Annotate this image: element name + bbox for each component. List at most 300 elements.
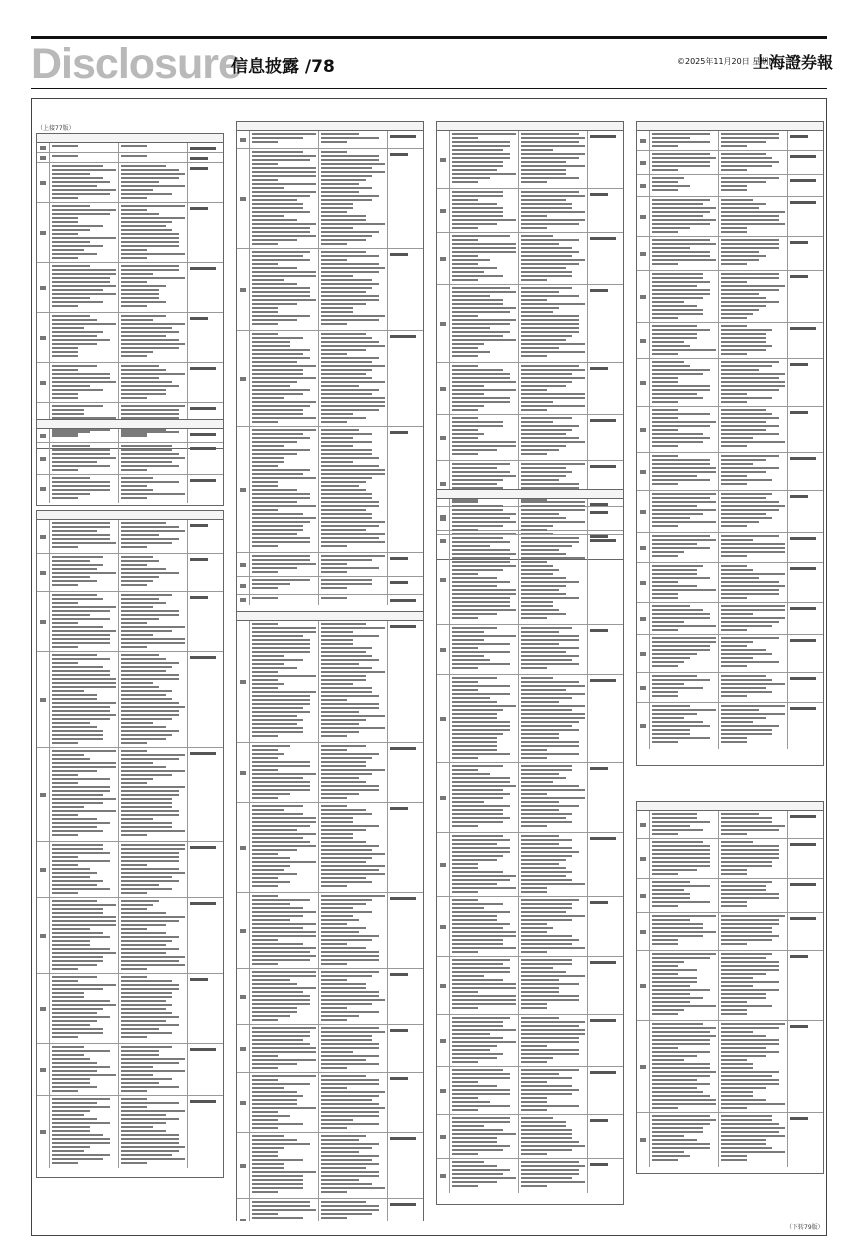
text-line (521, 749, 547, 751)
text-line (452, 609, 516, 611)
text-line (52, 822, 110, 824)
text-line (452, 709, 503, 711)
row-number (440, 648, 446, 652)
revision-basis-cell (588, 625, 623, 674)
text-line (721, 695, 747, 697)
text-line (652, 1067, 710, 1069)
table-row (237, 803, 423, 893)
revised-clause-cell (719, 237, 788, 270)
text-line (452, 389, 516, 391)
text-line (721, 497, 766, 499)
text-line (252, 723, 297, 725)
row-number-cell (37, 203, 50, 262)
text-line (52, 347, 78, 349)
text-line (321, 473, 385, 475)
text-line (452, 1007, 478, 1009)
revised-clause-cell (719, 703, 788, 749)
table-row (437, 189, 623, 233)
text-line (252, 841, 310, 843)
revision-basis-text (190, 367, 216, 370)
revision-basis-text (390, 253, 408, 256)
text-line (321, 987, 366, 989)
text-line (452, 797, 503, 799)
text-line (252, 1123, 303, 1125)
row-number-cell (237, 131, 250, 148)
row-number-cell (437, 363, 450, 414)
text-line (121, 556, 153, 558)
text-line (452, 417, 478, 419)
text-line (721, 1027, 779, 1029)
text-line (521, 693, 585, 695)
text-line (121, 826, 172, 828)
text-line (52, 469, 78, 471)
text-line (452, 663, 510, 665)
text-line (321, 207, 353, 209)
text-line (52, 1012, 97, 1014)
text-line (121, 690, 172, 692)
text-line (721, 547, 785, 549)
text-line (321, 1205, 379, 1207)
text-line (721, 409, 766, 411)
masthead-rule (31, 88, 827, 89)
text-line (521, 855, 572, 857)
text-line (52, 485, 110, 487)
row-number-cell (637, 703, 650, 749)
text-line (252, 631, 316, 633)
text-line (521, 373, 572, 375)
text-line (321, 671, 385, 673)
text-line (52, 315, 90, 317)
text-line (521, 667, 547, 669)
text-line (121, 576, 159, 578)
revision-basis-cell (788, 271, 823, 322)
row-number (40, 1007, 46, 1011)
text-line (652, 517, 690, 519)
text-line (652, 381, 678, 383)
text-line (721, 313, 753, 315)
text-line (252, 1139, 297, 1141)
text-line (652, 885, 710, 887)
text-line (521, 355, 547, 357)
text-line (721, 1063, 753, 1065)
original-clause-cell (450, 535, 519, 624)
text-line (121, 1036, 147, 1038)
text-line (521, 721, 579, 723)
text-line (121, 225, 166, 227)
text-line (252, 235, 316, 237)
row-number-cell (637, 563, 650, 602)
table-row (37, 974, 223, 1044)
text-line (521, 561, 547, 563)
text-line (521, 785, 579, 787)
text-line (121, 409, 179, 411)
text-line (452, 891, 478, 893)
comparison-table (236, 121, 424, 613)
text-line (452, 635, 516, 637)
text-line (521, 689, 566, 691)
text-line (721, 1039, 779, 1041)
text-line (321, 1067, 347, 1069)
text-line (521, 1169, 579, 1171)
row-number (640, 184, 646, 188)
revision-basis-text (590, 629, 608, 632)
text-line (721, 1123, 779, 1125)
text-line (321, 817, 353, 819)
revision-basis-text (390, 135, 416, 138)
text-line (452, 137, 478, 139)
text-line (452, 879, 510, 881)
revision-basis-cell (788, 879, 823, 912)
text-line (252, 1091, 297, 1093)
text-line (521, 899, 579, 901)
revised-clause-cell (119, 443, 188, 474)
revised-clause-cell (319, 427, 388, 552)
text-line (721, 349, 766, 351)
revision-basis-cell (788, 151, 823, 174)
revision-basis-text (590, 961, 616, 964)
text-line (652, 993, 690, 995)
text-line (452, 445, 516, 447)
text-line (52, 237, 116, 239)
row-number-cell (237, 249, 250, 330)
revision-basis-cell (788, 603, 823, 634)
original-clause-cell (50, 652, 119, 747)
row-number-cell (237, 803, 250, 892)
text-line (652, 1031, 710, 1033)
text-line (52, 245, 103, 247)
revised-clause-cell (719, 491, 788, 532)
text-line (452, 907, 484, 909)
text-line (652, 1135, 684, 1137)
text-line (52, 714, 116, 716)
text-line (252, 179, 278, 181)
text-line (52, 900, 97, 902)
text-line (721, 185, 747, 187)
text-line (652, 981, 697, 983)
revised-clause-cell (519, 535, 588, 624)
text-line (252, 995, 310, 997)
text-line (652, 309, 703, 311)
text-line (52, 568, 97, 570)
revision-basis-cell (388, 553, 423, 576)
text-line (521, 401, 553, 403)
text-line (121, 924, 166, 926)
revision-basis-cell (788, 563, 823, 602)
text-line (721, 901, 747, 903)
text-line (452, 737, 497, 739)
text-line (52, 1110, 90, 1112)
original-clause-cell (650, 197, 719, 236)
text-line (652, 539, 716, 541)
text-line (521, 169, 566, 171)
text-line (521, 1069, 579, 1071)
text-line (452, 835, 503, 837)
text-line (52, 1162, 78, 1164)
continued-to-note: （下转79版） (786, 1224, 824, 1231)
text-line (721, 915, 785, 917)
text-line (652, 861, 710, 863)
text-line (321, 639, 353, 641)
revised-clause-cell (719, 839, 788, 878)
text-line (252, 583, 290, 585)
text-line (521, 1105, 579, 1107)
text-line (52, 944, 90, 946)
text-line (721, 873, 747, 875)
text-line (652, 227, 690, 229)
text-line (721, 1023, 785, 1025)
text-line (521, 919, 572, 921)
original-clause-cell (250, 331, 319, 426)
text-line (521, 987, 559, 989)
text-line (521, 867, 566, 869)
text-line (252, 365, 316, 367)
text-line (321, 655, 372, 657)
text-line (321, 841, 366, 843)
text-line (121, 489, 153, 491)
text-line (721, 613, 753, 615)
text-line (52, 225, 103, 227)
revision-basis-text (390, 807, 408, 810)
text-line (321, 449, 372, 451)
text-line (121, 626, 185, 628)
text-line (521, 825, 547, 827)
text-line (121, 213, 159, 215)
revised-clause-cell (519, 233, 588, 284)
text-line (52, 750, 116, 752)
original-clause-cell (250, 621, 319, 742)
text-line (252, 513, 303, 515)
text-line (52, 355, 78, 357)
row-number-cell (437, 1159, 450, 1193)
text-line (721, 1047, 766, 1049)
text-line (721, 573, 785, 575)
text-line (521, 581, 579, 583)
revision-basis-cell (788, 453, 823, 490)
text-line (252, 931, 316, 933)
row-number-cell (637, 673, 650, 702)
text-line (521, 381, 572, 383)
text-line (521, 517, 547, 519)
text-line (452, 133, 516, 135)
text-line (521, 537, 579, 539)
text-line (121, 904, 153, 906)
row-number-cell (437, 535, 450, 624)
text-line (521, 617, 547, 619)
revision-basis-cell (588, 285, 623, 362)
revision-basis-cell (188, 842, 223, 897)
text-line (252, 623, 278, 625)
text-line (252, 259, 310, 261)
text-line (452, 165, 503, 167)
text-line (721, 479, 772, 481)
text-line (252, 175, 316, 177)
text-line (521, 251, 579, 253)
text-line (452, 647, 478, 649)
original-clause-cell (250, 1073, 319, 1132)
row-number-cell (37, 520, 50, 553)
text-line (452, 199, 478, 201)
text-line (521, 805, 579, 807)
text-line (652, 873, 678, 875)
text-line (521, 741, 579, 743)
text-line (521, 425, 579, 427)
original-clause-cell (50, 263, 119, 312)
text-line (121, 347, 179, 349)
text-line (321, 707, 379, 709)
text-line (721, 889, 766, 891)
text-line (452, 713, 497, 715)
original-clause-cell (250, 969, 319, 1024)
text-line (452, 177, 490, 179)
text-line (652, 263, 678, 265)
text-line (252, 477, 316, 479)
row-number (240, 1101, 246, 1105)
text-line (121, 872, 185, 874)
text-line (721, 369, 759, 371)
text-line (52, 856, 78, 858)
text-line (452, 471, 510, 473)
text-line (321, 377, 372, 379)
text-line (121, 742, 147, 744)
revision-basis-cell (188, 554, 223, 591)
text-line (452, 343, 484, 345)
text-line (252, 999, 310, 1001)
row-number (440, 515, 446, 519)
text-line (521, 181, 547, 183)
text-line (452, 899, 478, 901)
row-number-cell (237, 893, 250, 968)
text-line (252, 195, 310, 197)
text-line (521, 1073, 559, 1075)
text-line (52, 754, 84, 756)
text-line (652, 1013, 678, 1015)
text-line (652, 417, 678, 419)
text-line (721, 1031, 753, 1033)
text-line (521, 1177, 572, 1179)
text-line (252, 1047, 316, 1049)
text-line (652, 239, 710, 241)
text-line (252, 219, 297, 221)
text-line (721, 177, 779, 179)
text-line (121, 892, 147, 894)
text-line (321, 735, 347, 737)
text-line (321, 623, 366, 625)
text-line (521, 299, 547, 301)
revision-basis-text (790, 1025, 808, 1028)
text-line (721, 471, 766, 473)
text-line (121, 327, 172, 329)
text-line (321, 687, 372, 689)
text-line (721, 223, 785, 225)
text-line (121, 568, 166, 570)
text-line (452, 1089, 510, 1091)
text-line (52, 534, 110, 536)
original-clause-cell (250, 1199, 319, 1221)
revision-basis-text (390, 625, 416, 628)
text-line (121, 351, 153, 353)
text-line (321, 215, 366, 217)
text-line (652, 133, 710, 135)
text-line (452, 145, 510, 147)
table-row (37, 363, 223, 403)
text-line (321, 659, 379, 661)
text-line (121, 908, 147, 910)
text-line (652, 463, 710, 465)
text-line (121, 1008, 166, 1010)
text-line (521, 725, 572, 727)
text-line (652, 273, 703, 275)
original-clause-cell (50, 475, 119, 503)
text-line (52, 598, 103, 600)
revision-basis-text (790, 815, 816, 818)
text-line (52, 465, 110, 467)
original-clause-cell (650, 131, 719, 150)
revision-basis-text (390, 335, 416, 338)
text-line (721, 1103, 785, 1105)
text-line (121, 1024, 179, 1026)
text-line (452, 627, 497, 629)
revision-basis-text (190, 267, 216, 270)
revision-basis-text (190, 978, 208, 981)
table-row (37, 1096, 223, 1168)
text-line (452, 689, 478, 691)
text-line (252, 943, 303, 945)
table-row (637, 323, 823, 359)
row-number-cell (237, 1025, 250, 1072)
row-number-cell (437, 499, 450, 534)
text-line (452, 211, 503, 213)
text-line (252, 349, 310, 351)
text-line (321, 465, 379, 467)
text-line (652, 865, 710, 867)
text-line (252, 567, 297, 569)
text-line (52, 580, 97, 582)
original-clause-cell (50, 443, 119, 474)
text-line (321, 1167, 366, 1169)
original-clause-cell (50, 143, 119, 152)
text-line (321, 999, 385, 1001)
text-line (121, 798, 172, 800)
text-line (321, 643, 353, 645)
text-line (252, 853, 278, 855)
text-line (521, 393, 585, 395)
text-line (52, 670, 110, 672)
text-line (252, 587, 278, 589)
text-line (521, 1117, 553, 1119)
column-2 (236, 121, 424, 1221)
text-line (121, 377, 159, 379)
table-row (437, 535, 623, 625)
text-line (252, 231, 310, 233)
text-line (252, 899, 310, 901)
text-line (452, 1029, 516, 1031)
text-line (52, 968, 78, 970)
text-line (121, 988, 179, 990)
table-row (437, 415, 623, 461)
text-line (652, 153, 710, 155)
text-line (652, 841, 703, 843)
text-line (452, 255, 478, 257)
text-line (452, 639, 484, 641)
text-line (521, 947, 585, 949)
text-line (721, 861, 772, 863)
text-line (321, 911, 372, 913)
text-line (121, 469, 147, 471)
text-line (721, 1095, 753, 1097)
text-line (521, 157, 579, 159)
text-line (52, 489, 110, 491)
text-line (252, 445, 284, 447)
